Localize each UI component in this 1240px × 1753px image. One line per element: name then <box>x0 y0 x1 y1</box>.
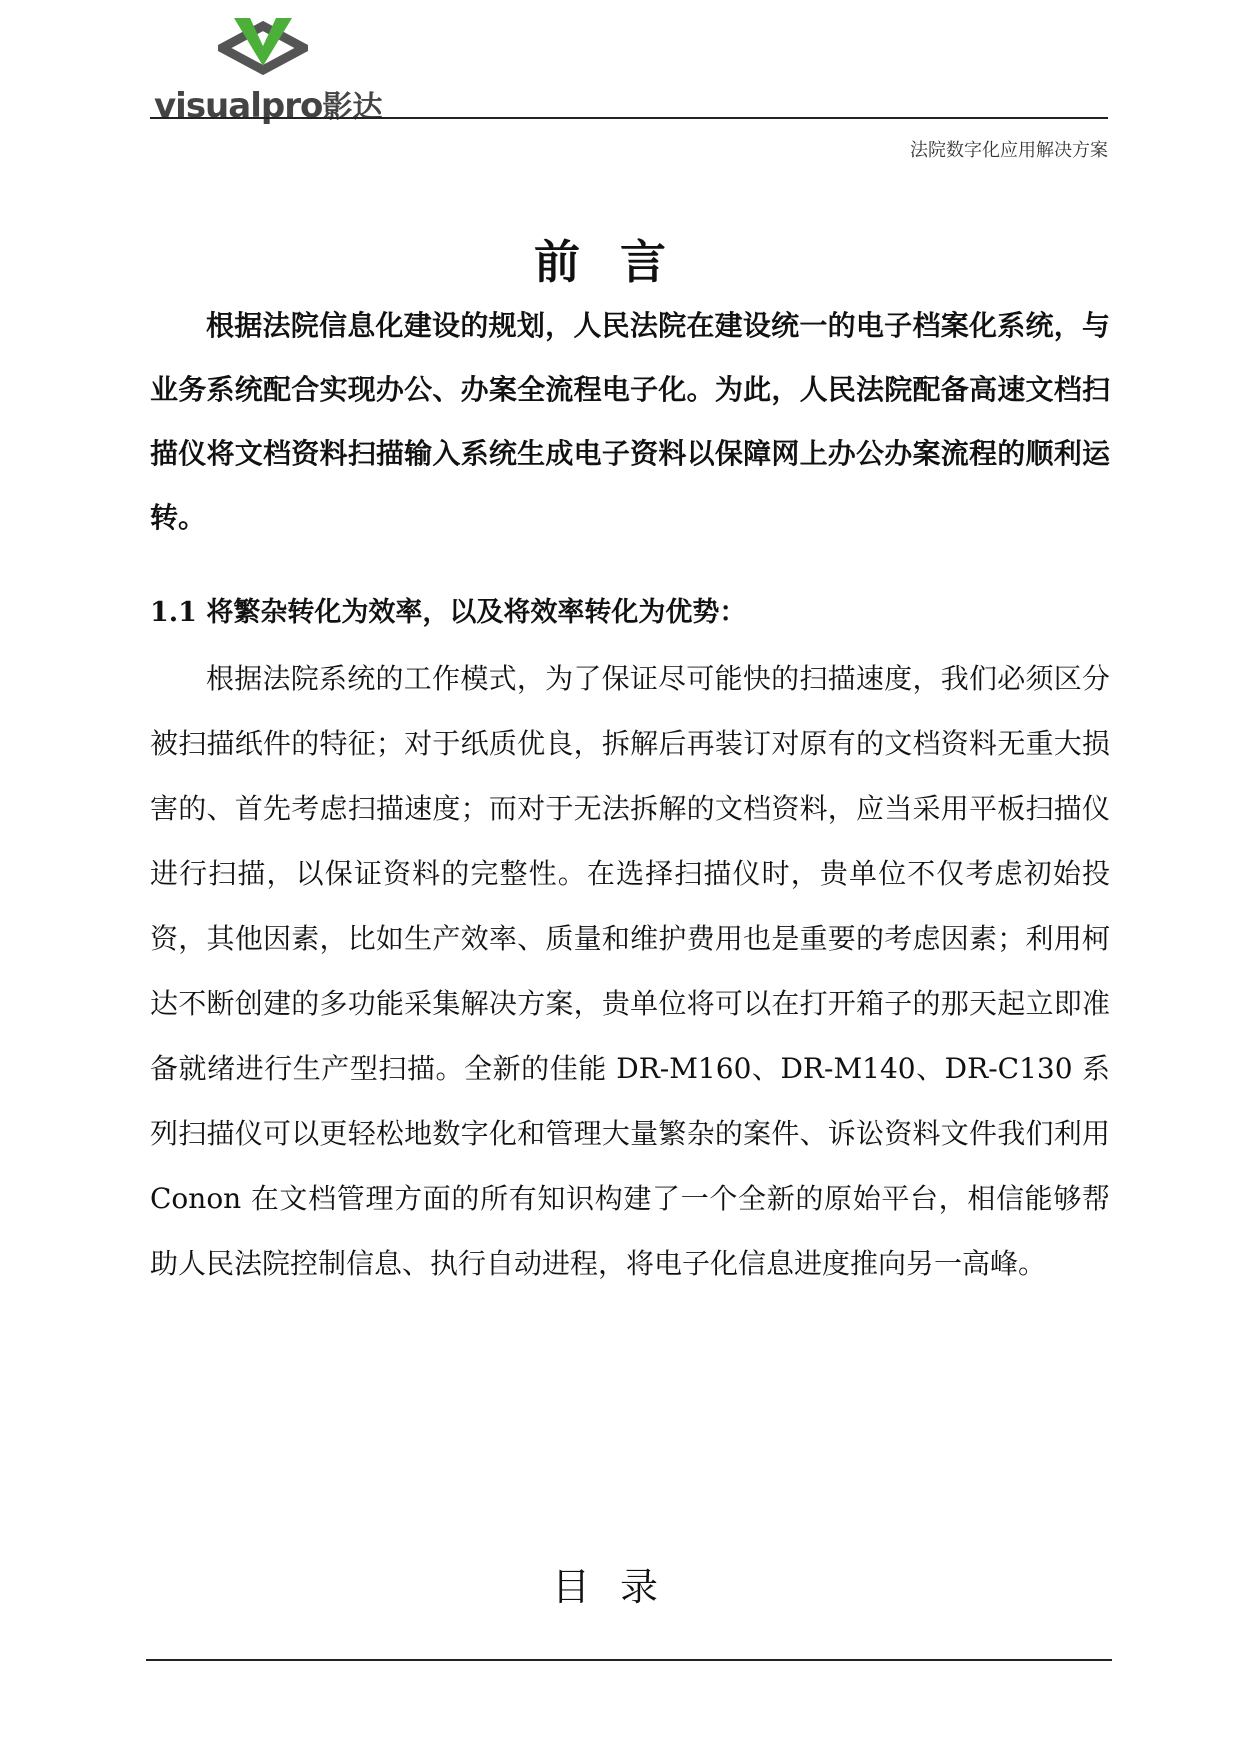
page-title: 前言 <box>534 235 706 289</box>
toc-title: 目录 <box>551 1565 688 1609</box>
logo-wordmark <box>154 82 382 126</box>
brand-logo <box>150 16 383 126</box>
visualpro-logo-icon <box>218 16 308 80</box>
document-title: 法院数字化应用解决方案 <box>910 140 1108 161</box>
section-body-paragraph: 根据法院系统的工作模式，为了保证尽可能快的扫描速度，我们必须区分被扫描纸件的特征；对于纸质优良，拆解后再装订对原有的文档资料无重大损害的、首先考虑扫描速度；而对于无法拆解的文档资料，应当采用平板扫描仪进行扫描，以保证资料的完整性。在选择扫描仪时，贵单位不仅考虑初始投资，其他因素，比如生产效率、质量和维护费用也是重要的考虑因素；利用柯达不断创建的多功能采集解决方案，贵单位将可以在打开箱子的那天起立即准备就绪进行生产型扫描。全新的佳能 DR-M160、DR-M140、DR-C130 系列扫描仪可以更轻松地数字化和管理大量繁杂的案件、诉讼资料文件我们利用 Conon 在文档管理方面的所有知识构建了一个全新的原始平台，相信能够帮助人民法院控制信息、执行自动进程，将电子化信息进度推向另一高峰。 <box>150 662 1110 1280</box>
header-rule <box>150 117 1108 119</box>
logo-text-latin: visualpro <box>154 86 323 126</box>
footer-rule <box>146 1659 1112 1661</box>
section-heading: 1.1 将繁杂转化为效率，以及将效率转化为优势： <box>150 597 747 628</box>
logo-text-cn: 影达 <box>322 90 383 125</box>
intro-paragraph: 根据法院信息化建设的规划，人民法院在建设统一的电子档案化系统，与业务系统配合实现办公、办案全流程电子化。为此，人民法院配备高速文档扫描仪将文档资料扫描输入系统生成电子资料以保障网上办公办案流程的顺利运转。 <box>150 309 1110 534</box>
